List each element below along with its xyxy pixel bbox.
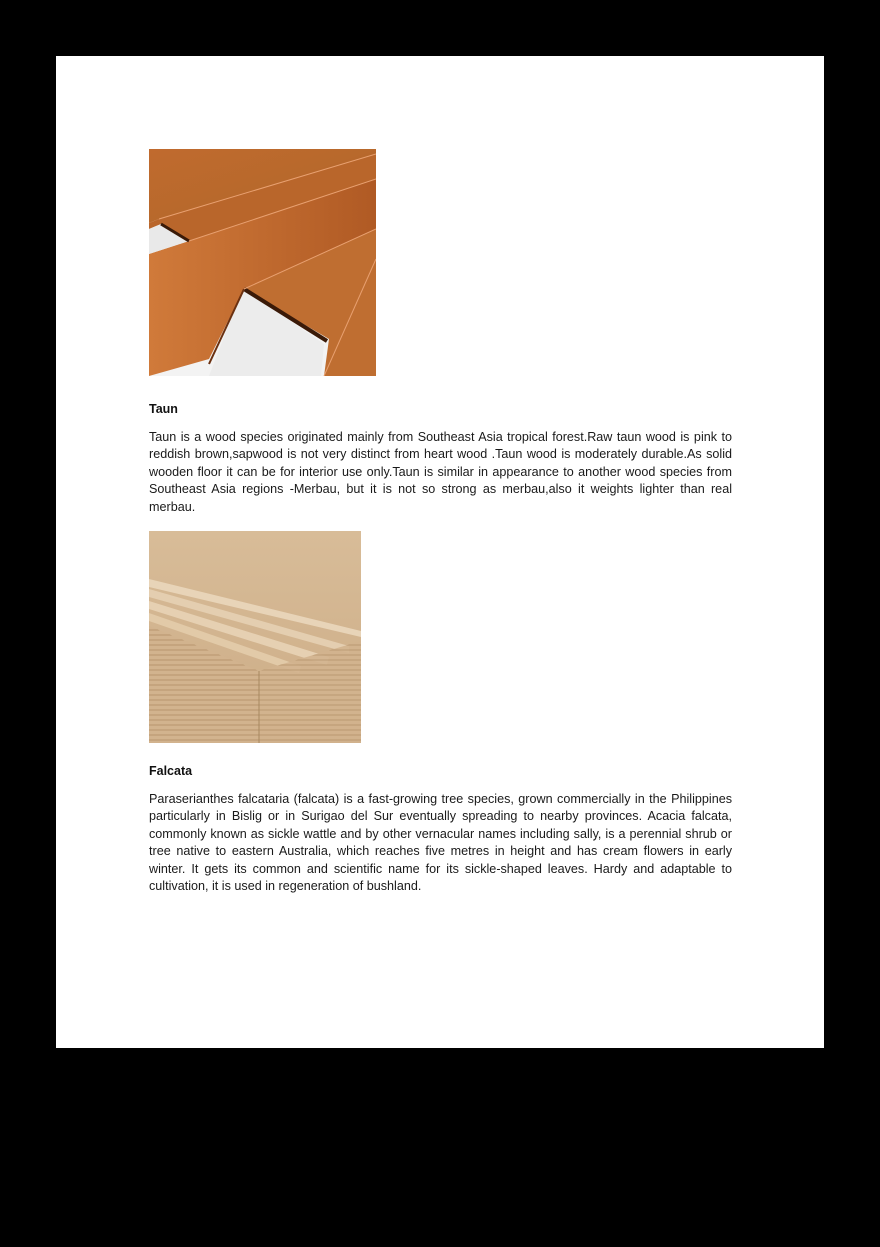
falcata-plywood-image xyxy=(149,531,361,743)
section-title-taun: Taun xyxy=(149,402,178,416)
taun-wood-image xyxy=(149,149,376,376)
section-title-falcata: Falcata xyxy=(149,764,193,778)
section-body-taun: Taun is a wood species originated mainly from Southeast Asia tropical forest.Raw taun wood is pink to reddish brown,sapwood is not very distinct from heart wood .Taun wood is moderately durable.As solid wooden floor it can be for interior use only.Taun is similar in appearance to another wood species from Southeast Asia regions -Merbau, but it is not so strong as merbau,also it weights lighter than real merbau. xyxy=(149,430,732,514)
document-page xyxy=(56,56,824,1048)
section-body-falcata: Paraserianthes falcataria (falcata) is a fast-growing tree species, grown commercially in the Philippines particularly in Bislig or in Surigao del Sur eventually spreading to nearby provinces. Acacia falcata, commonly known as sickle wattle and by other vernacular names including sally, is a perennial shrub or tree native to eastern Australia, which reaches five metres in height and has cream flowers in early winter. It gets its common and scientific name for its sickle-shaped leaves. Hardy and adaptable to cultivation, it is used in regeneration of bushland. xyxy=(149,792,732,894)
